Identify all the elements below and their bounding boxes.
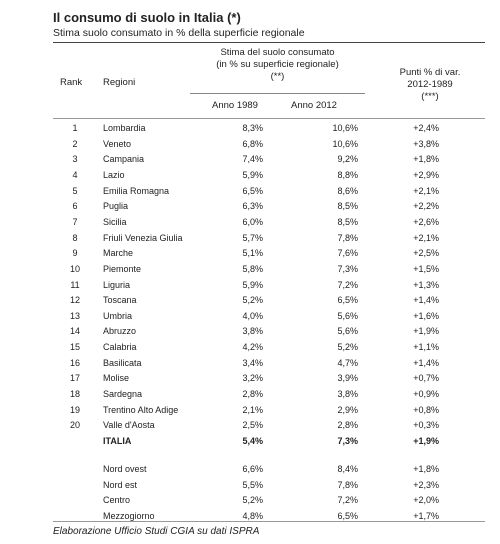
table-row (53, 215, 485, 231)
value-1989-cell: 6,5% (242, 185, 263, 196)
region-cell: Marche (103, 248, 134, 259)
region-cell: Toscana (103, 295, 137, 306)
value-2012-cell: 7,2% (337, 495, 358, 506)
table-row (53, 293, 485, 309)
variation-cell: +1,9% (413, 326, 439, 337)
region-cell: Mezzogiorno (103, 510, 155, 521)
header-rank: Rank (60, 77, 83, 88)
value-1989-cell: 6,8% (242, 138, 263, 149)
rank-cell: 4 (72, 169, 78, 180)
rank-cell: 6 (72, 201, 78, 212)
variation-cell: +2,4% (413, 123, 439, 133)
value-2012-cell: 5,2% (337, 342, 358, 353)
rank-cell: 20 (69, 420, 80, 431)
rank-cell: 14 (69, 326, 80, 337)
table-row (53, 278, 485, 294)
variation-cell: +2,1% (413, 185, 439, 196)
region-cell: Veneto (103, 138, 132, 149)
variation-cell: +2,6% (413, 216, 439, 227)
value-1989-cell: 3,4% (242, 357, 263, 368)
value-2012-cell: 5,6% (337, 326, 358, 337)
table-row (53, 371, 485, 387)
rank-cell: 3 (72, 154, 78, 165)
value-1989-cell: 5,9% (242, 169, 263, 180)
value-1989-cell: 5,4% (242, 436, 263, 446)
table-row (53, 309, 485, 325)
value-1989-cell: 6,0% (242, 216, 263, 227)
value-2012-cell: 10,6% (332, 123, 358, 133)
table-row (53, 231, 485, 247)
value-1989-cell: 3,2% (242, 373, 263, 384)
table-row (53, 199, 485, 215)
value-2012-cell: 2,9% (337, 404, 358, 415)
table-row (53, 152, 485, 168)
source-note: Elaborazione Ufficio Studi CGIA su dati ISPRA (53, 526, 260, 537)
table-row (53, 434, 485, 450)
region-cell: Piemonte (103, 263, 142, 274)
variation-cell: +1,8% (413, 154, 439, 165)
variation-cell: +2,1% (413, 232, 439, 243)
variation-cell: +0,3% (413, 420, 439, 431)
value-1989-cell: 4,8% (242, 510, 263, 521)
value-1989-cell: 5,1% (242, 248, 263, 259)
variation-cell: +2,9% (413, 169, 439, 180)
table-subtitle: Stima suolo consumato in % della superficie regionale (53, 27, 305, 39)
rank-cell: 8 (72, 232, 78, 243)
region-cell: Sardegna (103, 389, 143, 400)
table-row (53, 509, 485, 525)
region-cell: Friuli Venezia Giulia (103, 232, 183, 243)
value-1989-cell: 4,2% (242, 342, 263, 353)
variation-cell: +0,8% (413, 404, 439, 415)
region-cell: Lombardia (103, 123, 146, 133)
value-1989-cell: 5,5% (242, 479, 263, 490)
region-cell: Calabria (103, 342, 137, 353)
header-regioni: Regioni (103, 77, 136, 88)
rank-cell: 1 (72, 123, 78, 133)
table-row (53, 387, 485, 403)
variation-cell: +1,6% (413, 310, 439, 321)
table-title: Il consumo di suolo in Italia (*) (53, 10, 241, 25)
value-1989-cell: 2,1% (242, 404, 263, 415)
rank-cell: 11 (70, 279, 80, 290)
value-1989-cell: 2,8% (242, 389, 263, 400)
value-2012-cell: 2,8% (337, 420, 358, 431)
rank-cell: 5 (72, 185, 78, 196)
table-row (53, 168, 485, 184)
table-row (53, 184, 485, 200)
table-row (53, 340, 485, 356)
value-2012-cell: 4,7% (337, 357, 358, 368)
header-punti-line1: Punti % di var. (399, 67, 461, 78)
table-row (53, 324, 485, 340)
variation-cell: +1,5% (413, 263, 439, 274)
region-cell: Umbria (103, 310, 133, 321)
value-2012-cell: 7,2% (337, 279, 358, 290)
variation-cell: +2,0% (413, 495, 439, 506)
value-1989-cell: 6,3% (242, 201, 263, 212)
value-1989-cell: 5,2% (242, 295, 263, 306)
header-punti-line3: (***) (421, 91, 439, 102)
value-1989-cell: 5,9% (242, 279, 263, 290)
variation-cell: +1,4% (413, 357, 439, 368)
region-cell: Valle d'Aosta (103, 420, 155, 431)
rank-cell: 18 (69, 389, 80, 400)
value-1989-cell: 5,8% (242, 263, 263, 274)
table-row (53, 462, 485, 478)
region-cell: Centro (103, 495, 131, 506)
value-2012-cell: 3,8% (337, 389, 358, 400)
region-cell: Liguria (103, 279, 131, 290)
value-1989-cell: 7,4% (242, 154, 263, 165)
rank-cell: 17 (69, 373, 80, 384)
table-row (53, 262, 485, 278)
variation-cell: +1,3% (413, 279, 439, 290)
value-2012-cell: 8,5% (337, 216, 358, 227)
value-2012-cell: 10,6% (332, 138, 358, 149)
value-1989-cell: 5,7% (242, 232, 263, 243)
header-anno-1989: Anno 1989 (212, 100, 258, 111)
rank-cell: 19 (69, 404, 80, 415)
value-2012-cell: 3,9% (337, 373, 358, 384)
value-2012-cell: 7,3% (337, 436, 358, 446)
variation-cell: +1,1% (413, 342, 439, 353)
rank-cell: 16 (69, 357, 80, 368)
value-1989-cell: 3,8% (242, 326, 263, 337)
table-row (53, 137, 485, 153)
value-2012-cell: 7,6% (337, 248, 358, 259)
table-row (53, 356, 485, 372)
value-1989-cell: 5,2% (242, 495, 263, 506)
region-cell: ITALIA (103, 436, 132, 446)
region-cell: Puglia (103, 201, 129, 212)
variation-cell: +0,7% (413, 373, 439, 384)
table-row (53, 403, 485, 419)
value-1989-cell: 4,0% (242, 310, 263, 321)
value-2012-cell: 8,4% (337, 464, 358, 474)
variation-cell: +2,3% (413, 479, 439, 490)
region-cell: Basilicata (103, 357, 142, 368)
value-2012-cell: 6,5% (337, 295, 358, 306)
region-cell: Campania (103, 154, 145, 165)
value-2012-cell: 7,8% (337, 232, 358, 243)
header-group-line3: (**) (270, 71, 285, 82)
region-cell: Nord ovest (103, 464, 147, 474)
value-2012-cell: 9,2% (337, 154, 358, 165)
variation-cell: +1,8% (413, 464, 439, 474)
top-rule (53, 42, 485, 43)
footer-rule (53, 521, 485, 522)
value-1989-cell: 8,3% (242, 123, 263, 133)
region-cell: Lazio (103, 169, 125, 180)
rank-cell: 15 (69, 342, 80, 353)
rank-cell: 13 (69, 310, 80, 321)
variation-cell: +2,5% (413, 248, 439, 259)
rank-cell: 10 (69, 263, 80, 274)
table-row (53, 246, 485, 262)
value-2012-cell: 8,5% (337, 201, 358, 212)
value-2012-cell: 8,6% (337, 185, 358, 196)
header-group-rule (190, 93, 365, 94)
header-group-line1: Stima del suolo consumato (220, 47, 335, 58)
region-cell: Abruzzo (103, 326, 137, 337)
header-group-line2: (in % su superficie regionale) (216, 59, 339, 70)
rank-cell: 9 (72, 248, 78, 259)
header-punti-line2: 2012-1989 (407, 79, 453, 90)
region-cell: Emilia Romagna (103, 185, 170, 196)
variation-cell: +3,8% (413, 138, 439, 149)
value-1989-cell: 2,5% (242, 420, 263, 431)
region-cell: Nord est (103, 479, 138, 490)
variation-cell: +0,9% (413, 389, 439, 400)
rank-cell: 12 (69, 295, 80, 306)
value-2012-cell: 5,6% (337, 310, 358, 321)
table-row (53, 478, 485, 494)
region-cell: Molise (103, 373, 130, 384)
value-2012-cell: 7,8% (337, 479, 358, 490)
variation-cell: +1,9% (413, 436, 439, 446)
variation-cell: +1,4% (413, 295, 439, 306)
header-anno-2012: Anno 2012 (291, 100, 337, 111)
rank-cell: 2 (72, 138, 78, 149)
variation-cell: +2,2% (413, 201, 439, 212)
region-cell: Trentino Alto Adige (103, 404, 179, 415)
value-2012-cell: 7,3% (337, 263, 358, 274)
table-row (53, 493, 485, 509)
rank-cell: 7 (72, 216, 78, 227)
region-cell: Sicilia (103, 216, 127, 227)
table-row (53, 418, 485, 434)
value-2012-cell: 6,5% (337, 510, 358, 521)
header-bottom-rule (53, 118, 485, 119)
value-2012-cell: 8,8% (337, 169, 358, 180)
variation-cell: +1,7% (413, 510, 439, 521)
table-row (53, 121, 485, 137)
value-1989-cell: 6,6% (242, 464, 263, 474)
